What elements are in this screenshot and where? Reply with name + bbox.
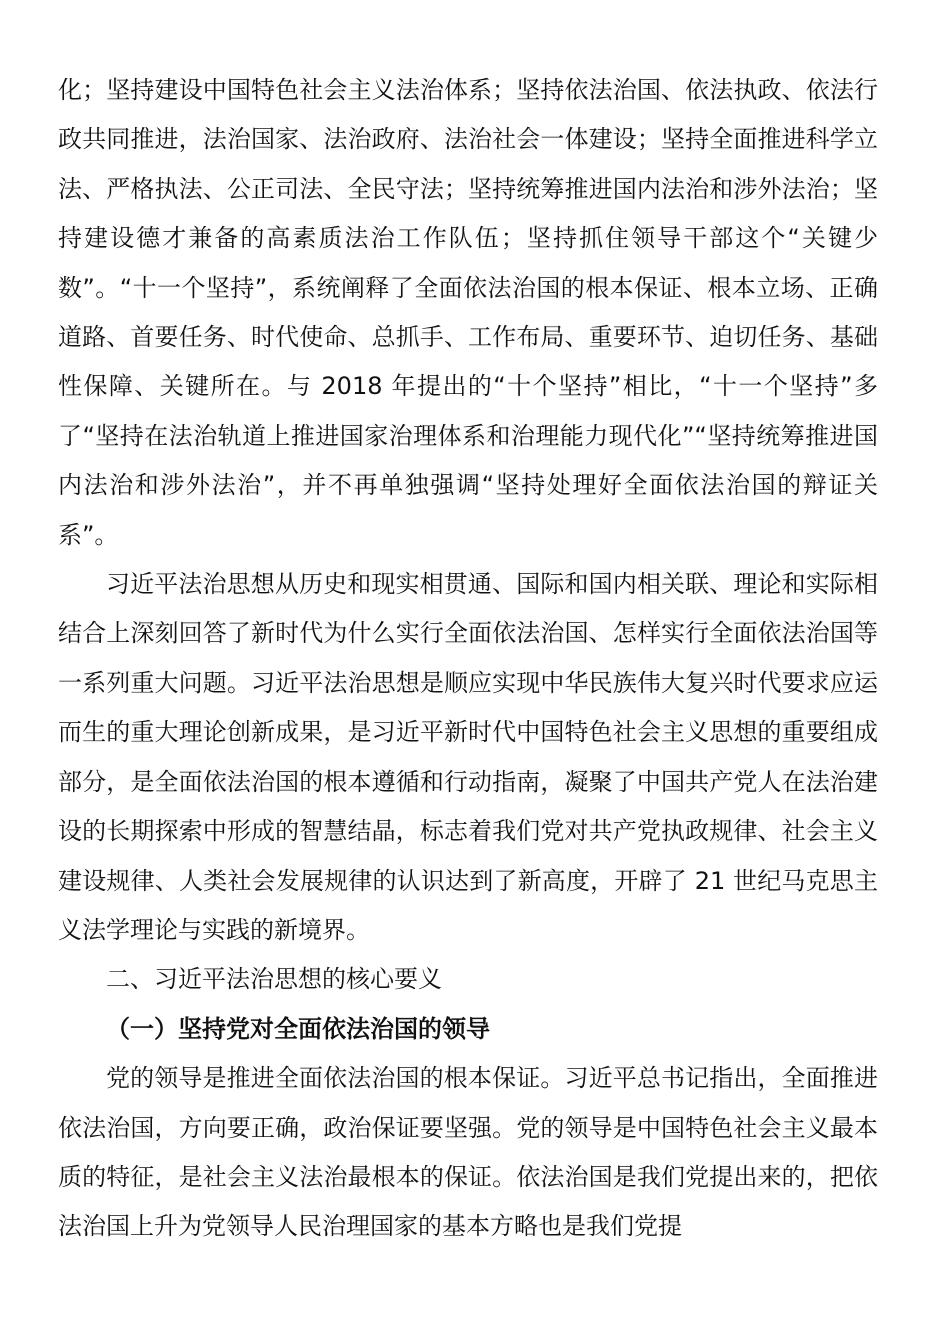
section-heading: 二、习近平法治思想的核心要义 — [106, 965, 442, 994]
document-body — [58, 66, 878, 1252]
subsection-heading: （一）坚持党对全面依法治国的领导 — [106, 1014, 490, 1043]
paragraph-eleven-principles: 化；坚持建设中国特色社会主义法治体系；坚持依法治国、依法执政、依法行政共同推进，法治国家、法治政府、法治社会一体建设；坚持全面推进科学立法、严格执法、公正司法、全民守法；坚持统筹推进国内法治和涉外法治；坚持建设德才兼备的高素质法治工作队伍；坚持抓住领导干部这个“关键少数”。“十一个坚持”，系统阐释了全面依法治国的根本保证、根本立场、正确道路、首要任务、时代使命、总抓手、工作布局、重要环节、迫切任务、基础性保障、关键所在。与 2018 年提出的“十个坚持”相比，“十一个坚持”多了“坚持在法治轨道上推进国家治理体系和治理能力现代化”“坚持统筹推进国内法治和涉外法治”，并不再单独强调“坚持处理好全面依法治国的辩证关系”。 — [58, 76, 878, 549]
paragraph-thought-significance: 习近平法治思想从历史和现实相贯通、国际和国内相关联、理论和实际相结合上深刻回答了新时代为什么实行全面依法治国、怎样实行全面依法治国等一系列重大问题。习近平法治思想是顺应实现中华民族伟大复兴时代要求应运而生的重大理论创新成果，是习近平新时代中国特色社会主义思想的重要组成部分，是全面依法治国的根本遵循和行动指南，凝聚了中国共产党人在法治建设的长期探索中形成的智慧结晶，标志着我们党对共产党执政规律、社会主义建设规律、人类社会发展规律的认识达到了新高度，开辟了 21 世纪马克思主义法学理论与实践的新境界。 — [58, 570, 878, 944]
paragraph-party-leadership: 党的领导是推进全面依法治国的根本保证。习近平总书记指出，全面推进依法治国，方向要正确，政治保证要坚强。党的领导是中国特色社会主义最本质的特征，是社会主义法治最根本的保证。依法治国是我们党提出来的，把依法治国上升为党领导人民治理国家的基本方略也是我们党提 — [58, 1064, 878, 1241]
